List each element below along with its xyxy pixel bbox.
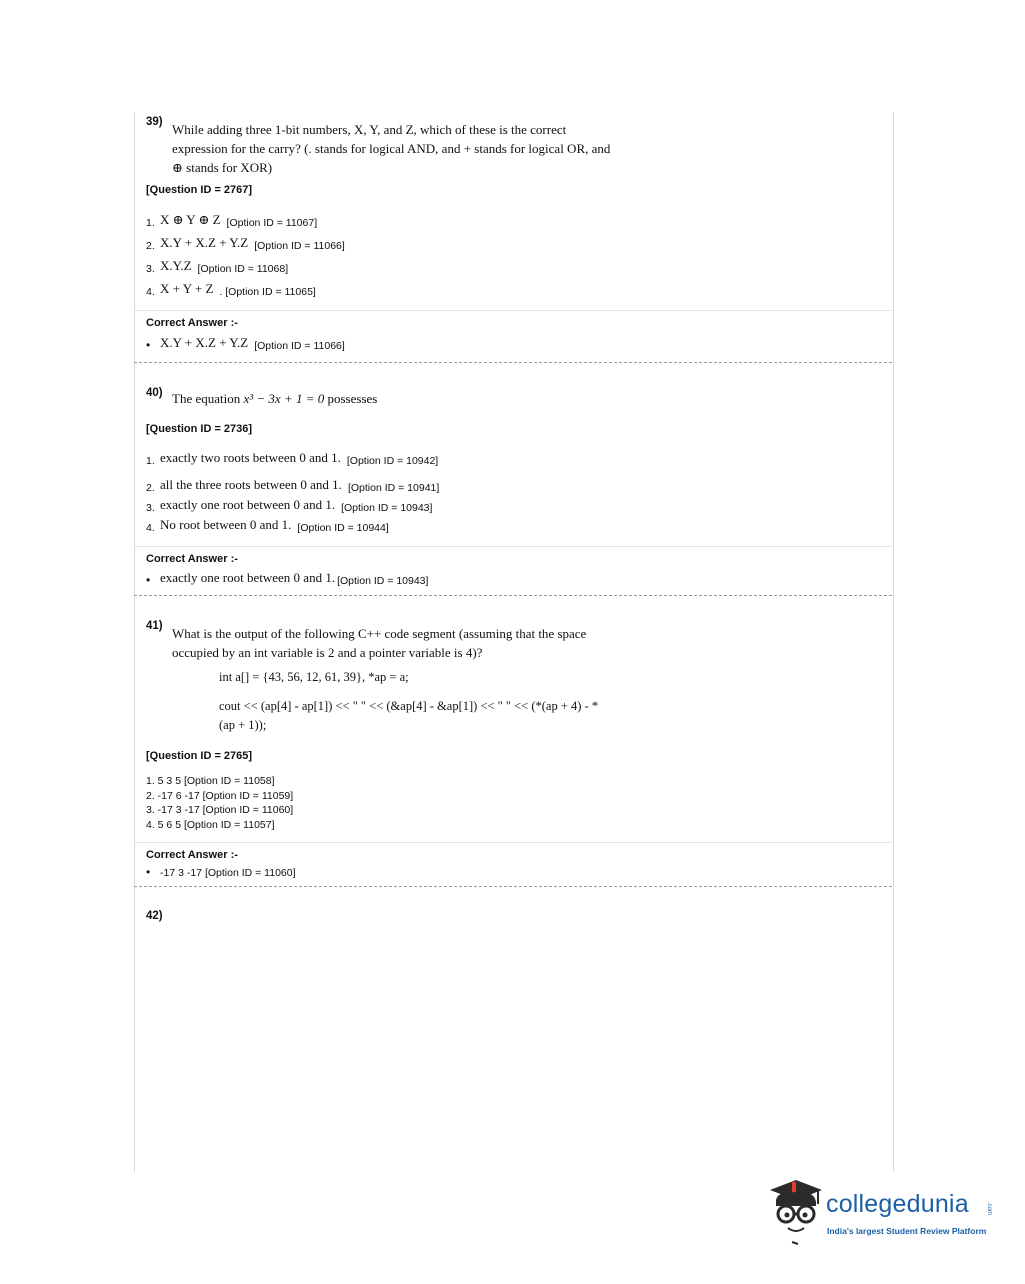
option-value: exactly two roots between 0 and 1.: [160, 450, 341, 465]
option-number: 4.: [146, 286, 155, 298]
option-3: [146, 258, 288, 275]
option-value: all the three roots between 0 and 1.: [160, 477, 342, 492]
question-text: [172, 389, 622, 408]
option-2: 2. -17 6 -17 [Option ID = 11059]: [146, 789, 294, 802]
question-text-suffix: possesses: [324, 391, 378, 406]
correct-answer: [146, 335, 345, 352]
logo-wordmark: collegedunia: [826, 1190, 969, 1218]
divider: [134, 842, 892, 843]
question-text: What is the output of the following C++ code segment (assuming that the space occupied by an int variable is 2 and a pointer variable is 4)?: [172, 626, 587, 660]
question-id: [Question ID = 2736]: [146, 423, 253, 435]
option-id: [Option ID = 10941]: [347, 482, 440, 494]
question-id: [Question ID = 2765]: [146, 750, 253, 762]
question-41: [146, 620, 876, 664]
question-39: [146, 116, 876, 176]
question-text-prefix: The equation: [172, 391, 244, 406]
option-4: [146, 517, 389, 534]
equation: x³ − 3x + 1 = 0: [243, 391, 325, 406]
logo-domain: .com: [986, 1202, 992, 1216]
correct-answer-value: exactly one root between 0 and 1.: [160, 570, 336, 585]
option-value: X.Y + X.Z + Y.Z: [160, 235, 249, 250]
collegedunia-logo: [766, 1176, 996, 1250]
question-text: While adding three 1-bit numbers, X, Y, and Z, which of these is the correct expression for the carry? (. stands for logical AND, and + stands for logical OR, and ⊕ stands for XOR): [172, 122, 611, 175]
correct-answer-value: X.Y + X.Z + Y.Z: [160, 335, 249, 350]
correct-answer-option-id: [Option ID = 11066]: [254, 340, 345, 352]
question-40: [146, 387, 876, 409]
correct-answer: [146, 865, 296, 879]
question-number: 41): [146, 620, 163, 632]
option-id: [Option ID = 10944]: [297, 522, 389, 534]
option-4: [146, 281, 316, 298]
divider: [134, 310, 892, 311]
option-4: 4. 5 6 5 [Option ID = 11057]: [146, 818, 275, 831]
correct-answer: [146, 570, 428, 587]
question-id: [Question ID = 2767]: [146, 184, 253, 196]
question-number: 40): [146, 387, 163, 399]
question-separator: [134, 595, 892, 596]
option-id: [Option ID = 11066]: [254, 240, 345, 252]
bullet-icon: •: [146, 338, 151, 352]
option-id: . [Option ID = 11065]: [219, 286, 316, 298]
option-value: No root between 0 and 1.: [160, 517, 292, 532]
option-value: X + Y + Z: [160, 281, 214, 296]
divider: [134, 546, 892, 547]
code-line-1: int a[] = {43, 56, 12, 61, 39}, *ap = a;: [219, 670, 409, 684]
option-number: 3.: [146, 263, 155, 275]
code-line-2: cout << (ap[4] - ap[1]) << " " << (&ap[4] - &ap[1]) << " " << (*(ap + 4) - *(ap + 1));: [219, 699, 599, 732]
option-id: [Option ID = 10943]: [341, 502, 433, 514]
mascot-icon: [766, 1176, 826, 1248]
option-number: 1.: [146, 217, 155, 229]
option-1: [146, 450, 438, 467]
option-1: 1. 5 3 5 [Option ID = 11058]: [146, 775, 275, 787]
question-number: 42): [146, 910, 163, 922]
option-value: X.Y.Z: [160, 258, 192, 273]
option-number: 2.: [146, 482, 155, 494]
option-2: [146, 235, 345, 252]
option-number: 4.: [146, 522, 155, 534]
option-number: 3.: [146, 502, 155, 514]
bullet-icon: •: [146, 865, 151, 879]
question-42: [146, 910, 876, 930]
question-separator: [134, 886, 892, 887]
bullet-icon: •: [146, 573, 151, 587]
correct-answer-label: Correct Answer :-: [146, 553, 238, 565]
option-number: 1.: [146, 455, 155, 467]
correct-answer-value: -17 3 -17 [Option ID = 11060]: [160, 867, 296, 879]
correct-answer-option-id: [Option ID = 10943]: [337, 575, 429, 587]
option-1: [146, 212, 317, 229]
logo-tagline: India's largest Student Review Platform: [827, 1226, 987, 1236]
correct-answer-label: Correct Answer :-: [146, 317, 238, 329]
option-id: [Option ID = 11068]: [197, 263, 289, 275]
correct-answer-label: Correct Answer :-: [146, 849, 238, 861]
option-value: exactly one root between 0 and 1.: [160, 497, 336, 512]
option-list: [146, 774, 293, 832]
option-number: 2.: [146, 240, 155, 252]
option-3: [146, 497, 432, 514]
option-3: 3. -17 3 -17 [Option ID = 11060]: [146, 804, 294, 816]
question-number: 39): [146, 116, 163, 128]
option-id: [Option ID = 11067]: [226, 217, 318, 229]
question-separator: [134, 362, 892, 363]
option-value: X ⊕ Y ⊕ Z: [160, 212, 221, 227]
option-id: [Option ID = 10942]: [346, 455, 439, 467]
option-2: [146, 477, 439, 494]
